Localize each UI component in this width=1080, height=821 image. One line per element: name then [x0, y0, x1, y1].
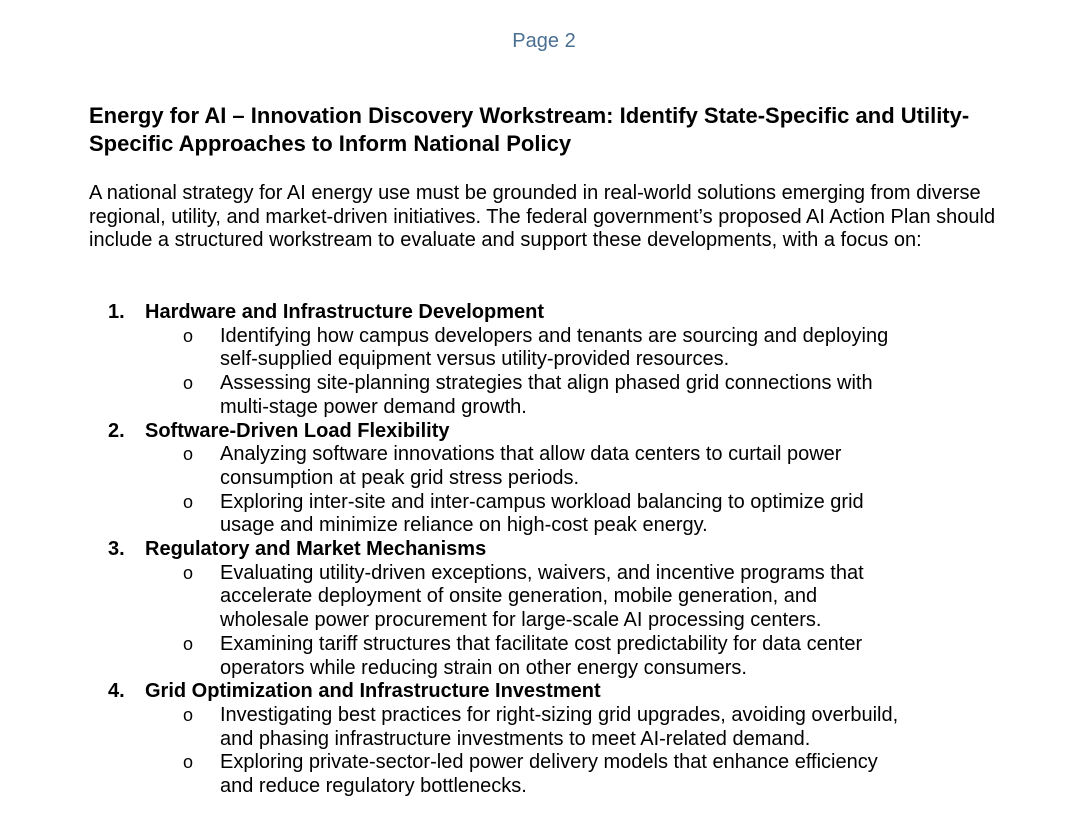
intro-paragraph: A national strategy for AI energy use must be grounded in real-world solutions emerging from diverse regional, utility, and market-driven initiatives. The federal government’s proposed AI Action Plan should include a structured workstream to evaluate and support these developments, with a focus on:	[89, 182, 996, 252]
focus-area-title: Hardware and Infrastructure Development	[145, 301, 544, 323]
focus-area-number: 4.	[108, 680, 125, 703]
bullet-text: Analyzing software innovations that allow data centers to curtail power consumption at peak grid stress periods.	[220, 443, 842, 489]
bullet-text: Exploring inter-site and inter-campus workload balancing to optimize grid usage and minimize reliance on high-cost peak energy.	[220, 490, 864, 537]
focus-area-number: 1.	[108, 301, 125, 323]
focus-area-title: Grid Optimization and Infrastructure Investment	[145, 680, 601, 703]
focus-area-item	[89, 301, 1029, 420]
focus-area-number: 3.	[108, 538, 125, 560]
hollow-bullet-icon: o	[183, 325, 194, 346]
focus-area-item	[89, 420, 1029, 539]
focus-area-item	[89, 538, 1029, 680]
hollow-bullet-icon: o	[183, 491, 194, 512]
bullet-item	[89, 491, 910, 538]
hollow-bullet-icon: o	[183, 752, 194, 773]
bullet-item	[89, 562, 910, 633]
bullet-text: Assessing site-planning strategies that align phased grid connections with multi-stage power demand growth.	[220, 372, 873, 418]
bullet-item	[89, 751, 910, 798]
hollow-bullet-icon: o	[183, 444, 194, 465]
hollow-bullet-icon: o	[183, 562, 194, 583]
page-number: Page 2	[512, 30, 576, 52]
bullet-item	[89, 325, 910, 372]
focus-area-bullets	[89, 443, 1029, 538]
section-heading: Energy for AI – Innovation Discovery Workstream: Identify State-Specific and Utility-Specific Approaches to Inform National Policy	[89, 103, 970, 156]
focus-area-list	[89, 301, 1029, 799]
hollow-bullet-icon: o	[183, 633, 194, 654]
bullet-text: Investigating best practices for right-sizing grid upgrades, avoiding overbuild, and phasing infrastructure investments to meet AI-related demand.	[220, 703, 899, 750]
bullet-text: Exploring private-sector-led power delivery models that enhance efficiency and reduce regulatory bottlenecks.	[220, 751, 878, 797]
hollow-bullet-icon: o	[183, 373, 194, 394]
focus-area-title: Regulatory and Market Mechanisms	[145, 538, 487, 560]
focus-area-number: 2.	[108, 419, 125, 442]
bullet-text: Evaluating utility-driven exceptions, waivers, and incentive programs that accelerate deployment of onsite generation, mobile generation, and wholesale power procurement for large-scale AI processing centers.	[220, 561, 864, 632]
bullet-text: Examining tariff structures that facilitate cost predictability for data center operators while reducing strain on other energy consumers.	[220, 632, 863, 679]
bullet-item	[89, 372, 910, 419]
focus-area-bullets	[89, 562, 1029, 681]
bullet-item	[89, 633, 910, 680]
bullet-item	[89, 443, 910, 490]
focus-area-title: Software-Driven Load Flexibility	[145, 419, 450, 442]
focus-area-bullets	[89, 704, 1029, 799]
hollow-bullet-icon: o	[183, 704, 194, 725]
focus-area-item	[89, 680, 1029, 799]
focus-area-bullets	[89, 325, 1029, 420]
bullet-item	[89, 704, 910, 751]
bullet-text: Identifying how campus developers and tenants are sourcing and deploying self-supplied equipment versus utility-provided resources.	[220, 324, 889, 371]
